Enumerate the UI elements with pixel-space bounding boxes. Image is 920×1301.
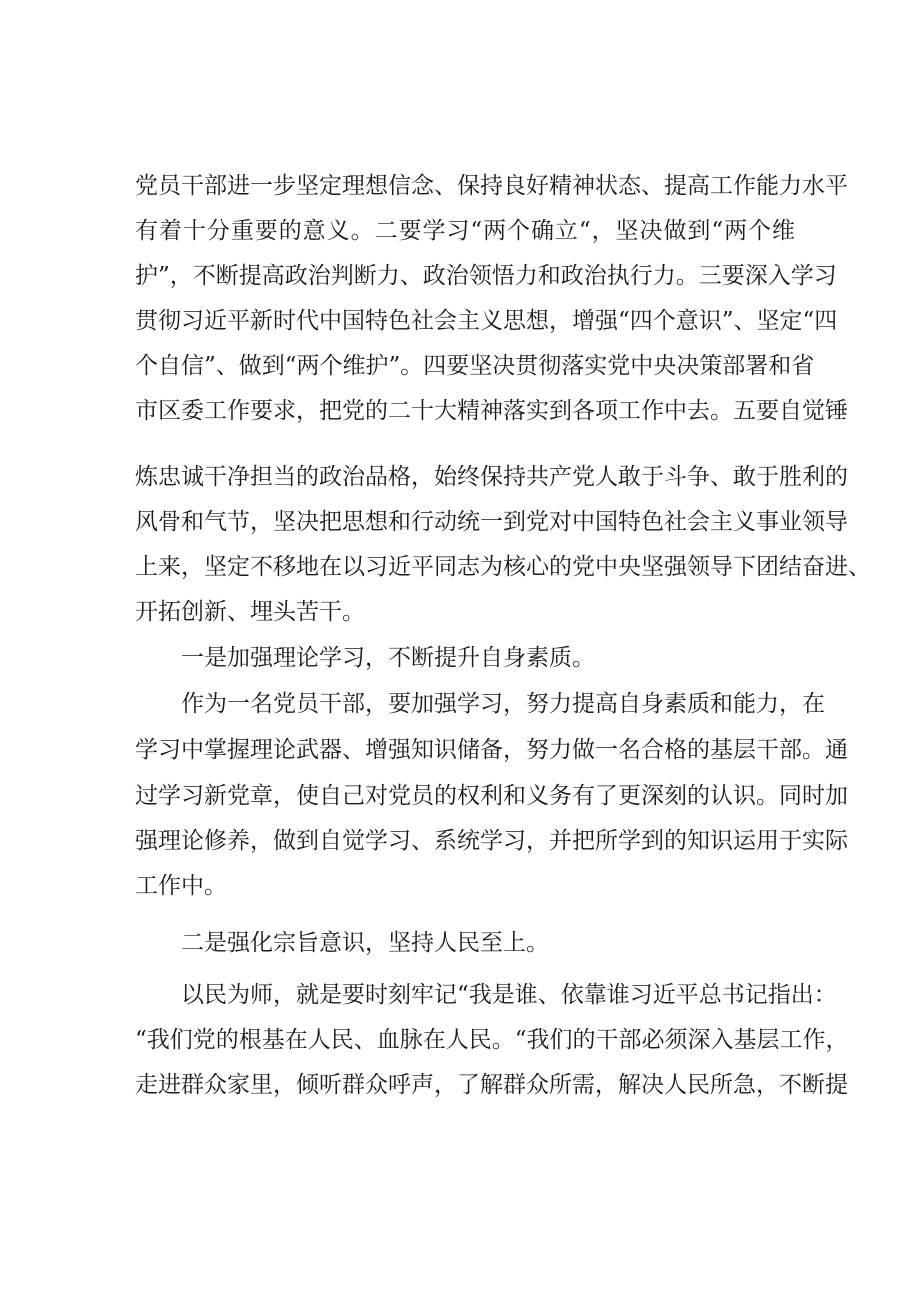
text-line: 护”，不断提高政治判断力、政治领悟力和政治执行力。三要深入学习	[135, 263, 837, 289]
text-line: 上来，坚定不移地在以习近平同志为核心的党中央坚强领导下团结奋进、	[135, 554, 871, 580]
text-line: 开拓创新、埋头苦干。	[135, 599, 365, 625]
section-heading-2: 二是强化宗旨意识，坚持人民至上。	[181, 930, 549, 956]
text-line: 作为一名党员干部，要加强学习，努力提高自身素质和能力，在	[181, 691, 825, 717]
text-line: 有着十分重要的意义。二要学习“两个确立“，坚决做到“两个维	[135, 218, 795, 244]
text-line: “我们党的根基在人民、血脉在人民。“我们的干部必须深入基层工作，	[135, 1027, 849, 1053]
text-line: 市区委工作要求，把党的二十大精神落实到各项工作中去。五要自觉锤	[135, 398, 848, 424]
text-line: 过学习新党章，使自己对党员的权利和义务有了更深刻的认识。同时加	[135, 783, 848, 809]
text-line: 工作中。	[135, 873, 227, 899]
text-line: 走进群众家里，倾听群众呼声，了解群众所需，解决人民所急，不断提	[135, 1072, 848, 1098]
text-line: 个自信”、做到“两个维护”。四要坚决贯彻落实党中央决策部署和省	[135, 353, 815, 379]
text-line: 学习中掌握理论武器、增强知识储备，努力做一名合格的基层干部。通	[135, 737, 848, 763]
text-line: 党员干部进一步坚定理想信念、保持良好精神状态、提高工作能力水平	[135, 173, 848, 199]
text-line: 贯彻习近平新时代中国特色社会主义思想，增强“四个意识”、坚定“四	[135, 308, 838, 334]
section-heading-1: 一是加强理论学习，不断提升自身素质。	[181, 645, 595, 671]
text-line: 炼忠诚干净担当的政治品格，始终保持共产党人敢于斗争、敢于胜利的	[135, 464, 848, 490]
text-line: 以民为师，就是要时刻牢记“我是谁、依靠谁习近平总书记指出：	[181, 982, 837, 1008]
text-line: 强理论修养，做到自觉学习、系统学习，并把所学到的知识运用于实际	[135, 828, 848, 854]
text-line: 风骨和气节，坚决把思想和行动统一到党对中国特色社会主义事业领导	[135, 509, 848, 535]
